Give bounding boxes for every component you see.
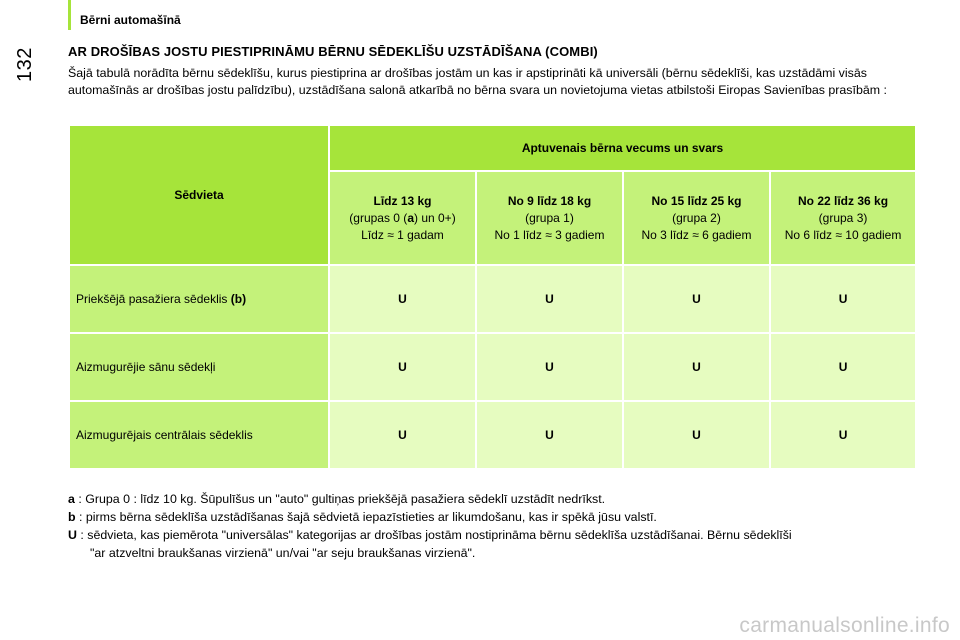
weight-label: Līdz 13 kg <box>373 193 432 208</box>
footnote-a: a : Grupa 0 : līdz 10 kg. Šūpulīšus un "auto" gultiņas priekšējā pasažiera sēdeklī uzstādīt nedrīkst. <box>68 492 606 506</box>
footnote-u-continuation: "ar atzveltni braukšanas virzienā" un/vai "ar seju braukšanas virzienā". <box>90 546 476 560</box>
group-label: (grupa 2) <box>672 210 721 225</box>
row-label: Aizmugurējais centrālais sēdeklis <box>69 401 329 469</box>
age-label: No 3 līdz ≈ 6 gadiem <box>641 227 752 242</box>
page-number: 132 <box>14 47 36 82</box>
weight-label: No 9 līdz 18 kg <box>507 193 592 208</box>
section-accent-bar <box>68 0 71 30</box>
group-header-label: Aptuvenais bērna vecums un svars <box>521 141 724 155</box>
weight-label: No 15 līdz 25 kg <box>651 193 742 208</box>
table-row <box>69 265 916 333</box>
table-cell: U <box>476 265 623 333</box>
column-header-group-2 <box>623 171 770 265</box>
table-cell: U <box>623 333 770 401</box>
column-header-group-3 <box>770 171 916 265</box>
age-label: No 6 līdz ≈ 10 gadiem <box>784 227 902 242</box>
table-cell: U <box>329 401 476 469</box>
seat-column-header <box>69 125 329 265</box>
footnote-u: U : sēdvieta, kas piemērota "universālas" kategorijas ar drošības jostām nostiprināma bērnu sēdeklīša uzstādīšanai. Bērnu sēdeklīši <box>68 528 792 542</box>
footnotes <box>68 490 928 562</box>
column-header-group-0 <box>329 171 476 265</box>
section-title: Bērni automašīnā <box>80 13 181 27</box>
table-cell: U <box>476 401 623 469</box>
table-cell: U <box>329 265 476 333</box>
footnote-b: b : pirms bērna sēdeklīša uzstādīšanas šajā sēdvietā iepazīstieties ar likumdošanu, kas ir spēkā jūsu valstī. <box>68 510 657 524</box>
table-cell: U <box>770 333 916 401</box>
group-label: (grupa 3) <box>818 210 868 225</box>
age-label: No 1 līdz ≈ 3 gadiem <box>494 227 605 242</box>
table-row <box>69 401 916 469</box>
table-cell: U <box>623 265 770 333</box>
seat-header-label: Sēdvieta <box>174 188 224 202</box>
table-row <box>69 333 916 401</box>
table-cell: U <box>329 333 476 401</box>
table-cell: U <box>476 333 623 401</box>
age-weight-group-header <box>329 125 916 171</box>
table-cell: U <box>770 265 916 333</box>
row-label: Aizmugurējie sānu sēdekļi <box>69 333 329 401</box>
group-label: (grupa 1) <box>525 210 574 225</box>
row-label: Priekšējā pasažiera sēdeklis (b) <box>69 265 329 333</box>
weight-label: No 22 līdz 36 kg <box>798 193 889 208</box>
table-cell: U <box>623 401 770 469</box>
table-cell: U <box>770 401 916 469</box>
page-heading: AR DROŠĪBAS JOSTU PIESTIPRINĀMU BĒRNU SĒDEKLĪŠU UZSTĀDĪŠANA (COMBI) <box>68 44 598 59</box>
group-label: (grupas 0 (a) un 0+) <box>349 210 456 225</box>
age-label: Līdz ≈ 1 gadam <box>361 227 444 242</box>
column-header-group-1 <box>476 171 623 265</box>
watermark: carmanualsonline.info <box>739 614 950 637</box>
intro-paragraph: Šajā tabulā norādīta bērnu sēdeklīšu, kurus piestiprina ar drošības jostām un kas ir apstiprināti kā universāli (bērnu sēdeklīši, kas uzstādāmi visās automašīnās ar drošības jostu palīdzību), uzstādīšana salonā atkarībā no bērna svara un novietojuma vietas atbilstoši Eiropas Savienības prasībām : <box>68 66 887 97</box>
child-seat-table <box>68 124 917 470</box>
